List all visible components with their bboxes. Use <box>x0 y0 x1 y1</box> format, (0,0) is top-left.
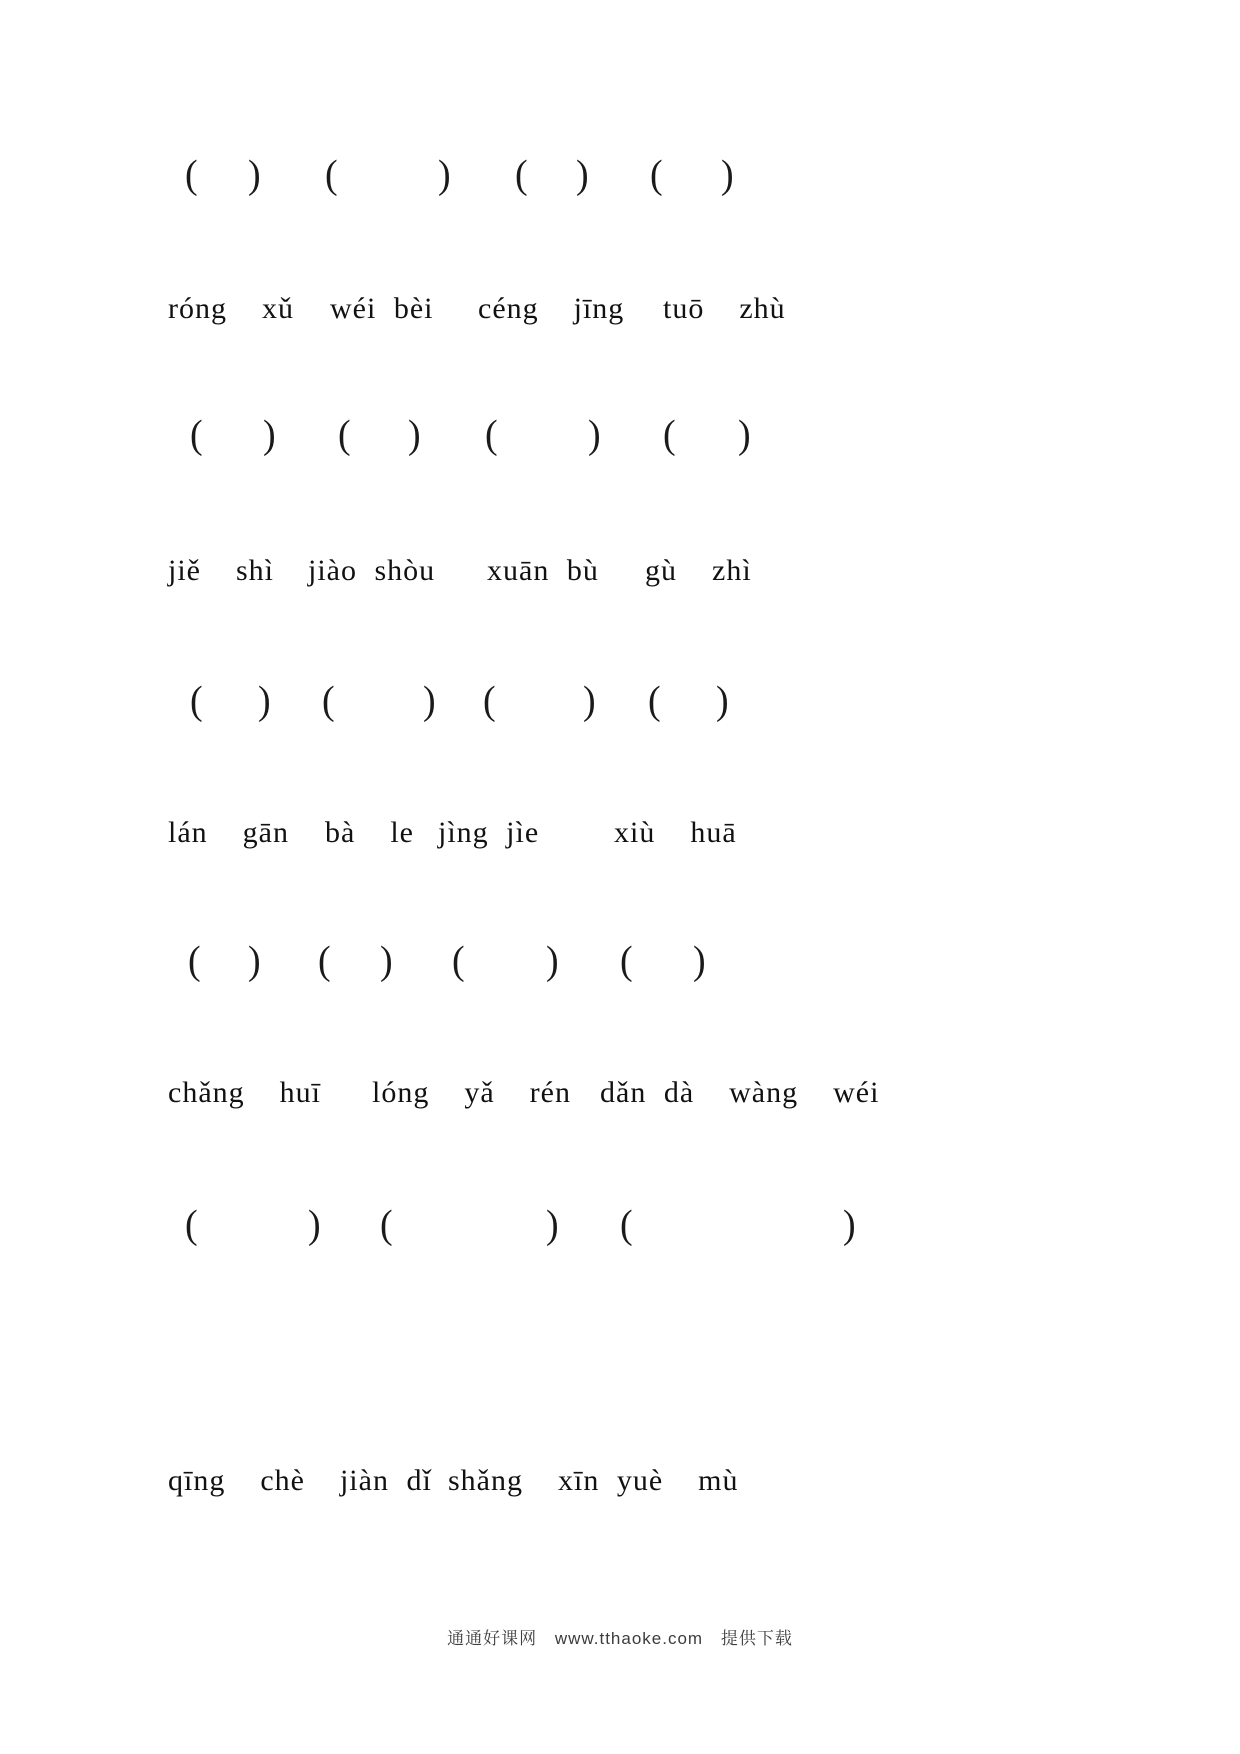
paren-open: ( <box>318 938 331 984</box>
paren-open: ( <box>650 152 663 198</box>
pinyin-word: gù zhì <box>645 554 752 587</box>
footer-site-name: 通通好课网 <box>447 1629 538 1648</box>
paren-close: ) <box>308 1202 321 1248</box>
paren-open: ( <box>190 412 203 458</box>
pinyin-word: jiào shòu <box>308 554 436 587</box>
paren-close: ) <box>380 938 393 984</box>
pinyin-row <box>0 812 1240 858</box>
paren-close: ) <box>423 678 436 724</box>
pinyin-word: jìng jìe <box>438 816 540 849</box>
paren-close: ) <box>716 678 729 724</box>
paren-close: ) <box>248 152 261 198</box>
paren-open: ( <box>483 678 496 724</box>
paren-open: ( <box>188 938 201 984</box>
pinyin-word: xuān bù <box>487 554 599 587</box>
paren-row <box>0 412 1240 458</box>
paren-close: ) <box>546 938 559 984</box>
paren-open: ( <box>190 678 203 724</box>
paren-open: ( <box>620 1202 633 1248</box>
pinyin-word: lán gān <box>168 816 289 849</box>
pinyin-word: chǎng huī <box>168 1076 321 1109</box>
paren-close: ) <box>576 152 589 198</box>
pinyin-word: róng xǔ <box>168 292 294 325</box>
paren-open: ( <box>185 1202 198 1248</box>
paren-row <box>0 1202 1240 1248</box>
pinyin-row <box>0 1460 1240 1506</box>
paren-close: ) <box>693 938 706 984</box>
pinyin-word: dǎn dà wàng wéi <box>600 1076 880 1109</box>
pinyin-word: jiě shì <box>168 554 274 587</box>
paren-close: ) <box>546 1202 559 1248</box>
paren-open: ( <box>380 1202 393 1248</box>
pinyin-row <box>0 550 1240 596</box>
paren-open: ( <box>322 678 335 724</box>
paren-row <box>0 678 1240 724</box>
paren-open: ( <box>663 412 676 458</box>
paren-open: ( <box>325 152 338 198</box>
paren-row <box>0 938 1240 984</box>
paren-close: ) <box>843 1202 856 1248</box>
footer-note: 提供下载 <box>720 1629 793 1648</box>
paren-row <box>0 152 1240 198</box>
paren-open: ( <box>338 412 351 458</box>
footer-url: www.tthaoke.com <box>554 1629 704 1648</box>
pinyin-word: shǎng xīn yuè mù <box>448 1464 739 1497</box>
paren-close: ) <box>438 152 451 198</box>
paren-close: ) <box>258 678 271 724</box>
pinyin-row <box>0 1072 1240 1118</box>
paren-close: ) <box>588 412 601 458</box>
pinyin-word: tuō zhù <box>663 292 786 325</box>
pinyin-word: xiù huā <box>614 816 737 849</box>
paren-open: ( <box>485 412 498 458</box>
pinyin-word: bà le <box>325 816 414 849</box>
pinyin-word: lóng yǎ rén <box>372 1076 571 1109</box>
pinyin-word: céng jīng <box>478 292 625 325</box>
paren-close: ) <box>263 412 276 458</box>
footer <box>0 1624 1240 1649</box>
paren-close: ) <box>738 412 751 458</box>
paren-close: ) <box>721 152 734 198</box>
paren-open: ( <box>515 152 528 198</box>
paren-open: ( <box>452 938 465 984</box>
paren-open: ( <box>185 152 198 198</box>
pinyin-word: wéi bèi <box>330 292 434 325</box>
pinyin-row <box>0 288 1240 334</box>
paren-open: ( <box>620 938 633 984</box>
paren-close: ) <box>248 938 261 984</box>
pinyin-word: qīng chè jiàn dǐ <box>168 1464 432 1497</box>
paren-close: ) <box>408 412 421 458</box>
paren-close: ) <box>583 678 596 724</box>
paren-open: ( <box>648 678 661 724</box>
